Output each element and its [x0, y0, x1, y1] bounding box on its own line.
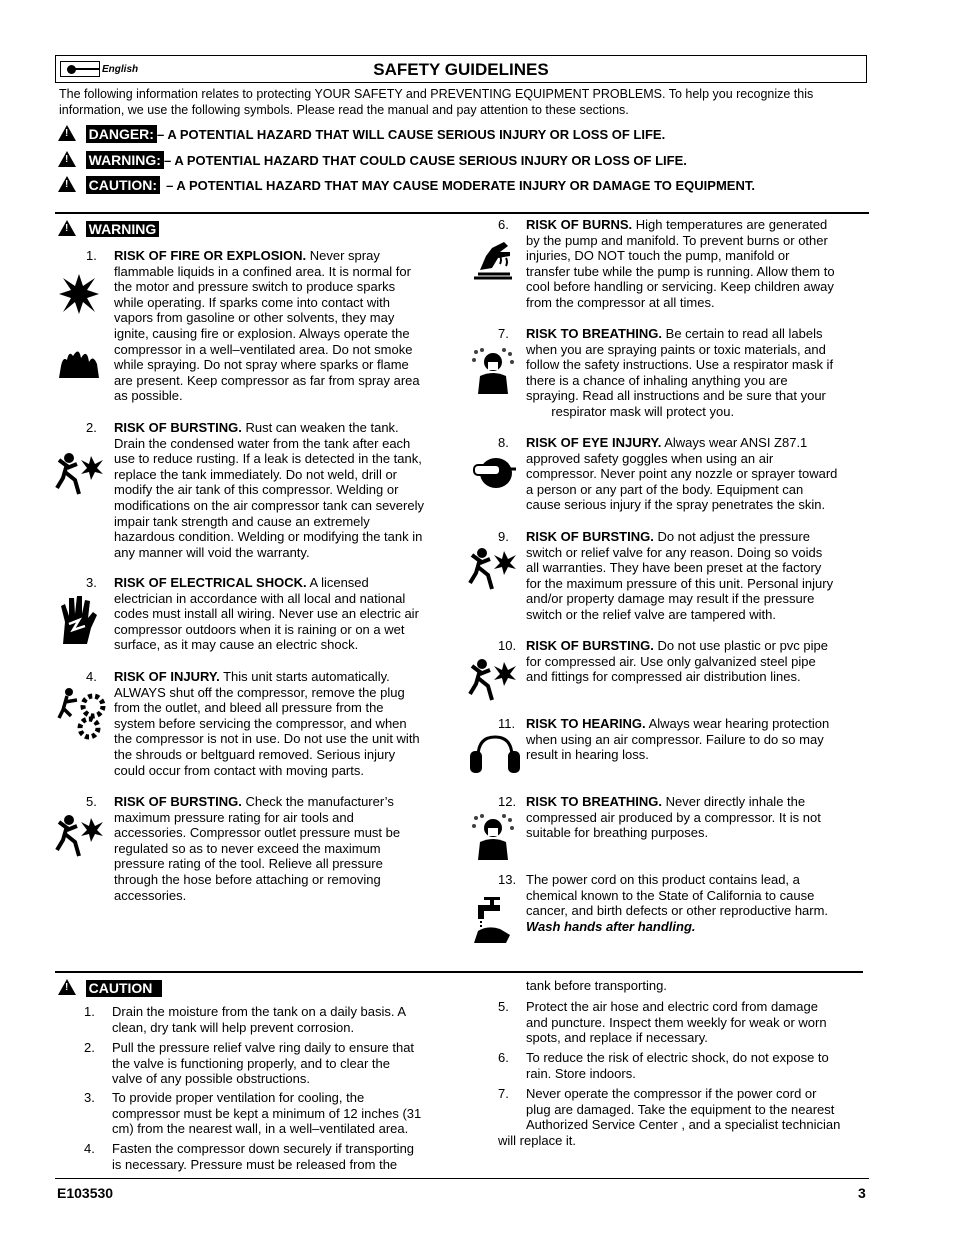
item-body: High temperatures are generated by the pump and manifold. To prevent burns or other injuries, DO NOT touch the pump, manifold or transfer tube while the pump is running. Allow them to cool before handling or servicing. Keep children away from the compressor at all times. [526, 217, 835, 310]
item-text [114, 420, 424, 560]
danger-tag: DANGER: [86, 125, 157, 143]
item-number: 1. [84, 1004, 95, 1019]
item-text: tank before transporting. [526, 978, 667, 993]
document-number: E103530 [57, 1185, 114, 1201]
bursting-hazard-icon [468, 656, 518, 702]
respirator-icon [470, 812, 516, 862]
item-text [526, 529, 833, 623]
item-text [114, 794, 400, 903]
item-text [526, 217, 835, 311]
item-body: Always wear ANSI Z87.1 approved safety goggles when using an air compressor. Never point any nozzle or sprayer toward a person or any part of the body. Equipment can cause serious injury if the spray penetrates the skin. [526, 435, 838, 513]
page-number: 3 [858, 1185, 866, 1201]
item-number: 2. [86, 420, 97, 435]
item-number: 3. [86, 575, 97, 590]
item-text: Protect the air hose and electric cord from damage and puncture. Inspect them weekly for weak or worn spots, and replace if necessary. [526, 999, 827, 1046]
divider [55, 971, 863, 973]
warning-triangle-icon [58, 125, 76, 141]
explosion-icon [57, 272, 101, 316]
item-heading: RISK OF BURNS. [526, 217, 633, 232]
item-text: Fasten the compressor down securely if transporting is necessary. Pressure must be released from the [112, 1141, 415, 1172]
hearing-protection-icon [468, 735, 522, 777]
page-footer [55, 1178, 869, 1179]
item-number: 6. [498, 1050, 509, 1065]
page-title: SAFETY GUIDELINES [373, 60, 549, 79]
warning-triangle-icon [58, 220, 76, 236]
warning-text: – A POTENTIAL HAZARD THAT COULD CAUSE SERIOUS INJURY OR LOSS OF LIFE. [163, 153, 687, 168]
item-number: 7. [498, 1086, 509, 1101]
danger-text: – A POTENTIAL HAZARD THAT WILL CAUSE SERIOUS INJURY OR LOSS OF LIFE. [156, 127, 666, 142]
item-text: Pull the pressure relief valve ring daily to ensure that the valve is functioning properly, and to clear the valve of any possible obstructions. [112, 1040, 415, 1087]
item-body: The power cord on this product contains lead, a chemical known to the State of California to cause cancer, and birth defects or other reproductive harm. Wash hands after handling. [526, 872, 829, 934]
warning-triangle-icon [58, 176, 76, 192]
item-heading: RISK OF FIRE OR EXPLOSION. [114, 248, 307, 263]
item-text: To reduce the risk of electric shock, do not expose to rain. Store indoors. [526, 1050, 829, 1081]
item-text [114, 575, 419, 653]
item-body: Do not use plastic or pvc pipe for compressed air. Use only galvanized steel pipe and fittings for compressed air distribution lines. [526, 638, 828, 685]
electric-shock-icon [55, 592, 101, 646]
item-text [526, 794, 821, 841]
item-text: will replace it. [498, 1133, 577, 1148]
moving-parts-icon [57, 686, 107, 740]
warning-triangle-icon [58, 151, 76, 167]
item-text [526, 638, 828, 685]
caution-text: – A POTENTIAL HAZARD THAT MAY CAUSE MODERATE INJURY OR DAMAGE TO EQUIPMENT. [166, 178, 755, 193]
respirator-icon [470, 346, 516, 396]
warning-tag: WARNING: [86, 151, 164, 169]
item-text: Never operate the compressor if the power cord or plug are damaged. Take the equipment to the nearest Authorized Service Center , and a specialist technician [526, 1086, 841, 1133]
bursting-hazard-icon [55, 450, 105, 496]
danger-definition [58, 125, 665, 145]
item-number: 1. [86, 248, 97, 263]
item-number: 4. [84, 1141, 95, 1156]
item-heading: RISK OF BURSTING. [114, 794, 242, 809]
caution-item-7-continued [498, 1133, 868, 1149]
warning-section-header [58, 220, 159, 238]
fire-icon [57, 344, 101, 380]
item-text [526, 435, 837, 513]
item-text [526, 716, 829, 763]
caution-tag: CAUTION: [86, 176, 160, 194]
warning-definition [58, 151, 687, 171]
section-header [55, 55, 867, 83]
item-heading: RISK TO BREATHING. [526, 794, 663, 809]
item-text [114, 669, 420, 778]
item-heading: RISK OF ELECTRICAL SHOCK. [114, 575, 307, 590]
item-number: 8. [498, 435, 509, 450]
item-text: Drain the moisture from the tank on a daily basis. A clean, dry tank will help prevent corrosion. [112, 1004, 407, 1035]
caution-definition [58, 176, 755, 196]
item-text: To provide proper ventilation for cooling, the compressor must be kept a minimum of 12 inches (31 cm) from the nearest wall, in a well–ventilated area. [112, 1090, 422, 1137]
item-number: 10. [498, 638, 517, 653]
intro-text: The following information relates to protecting YOUR SAFETY and PREVENTING EQUIPMENT PROBLEMS. To help you recognize this information, we use the following symbols. Please read the manual and pay attention to these sections. [59, 87, 814, 117]
item-number: 4. [86, 669, 97, 684]
item-heading: RISK OF INJURY. [114, 669, 220, 684]
wash-hands-icon [470, 895, 520, 945]
item-body: Always wear hearing protection when using an air compressor. Failure to do so may result in hearing loss. [526, 716, 830, 763]
item-body: Do not adjust the pressure switch or relief valve for any reason. Doing so voids all warranties. They have been preset at the factory for the maximum pressure of this unit. Personal injury and/or property damage may result if the pressure switch or the relief valve are tampered with. [526, 529, 834, 622]
item-body: This unit starts automatically. ALWAYS shut off the compressor, remove the plug from the outlet, and bleed all pressure from the system before servicing the compressor, and when the compressor is not in use. Do not use the unit with the shrouds or beltguard removed. Serious injury could occur from contact with moving parts. [114, 669, 420, 778]
item-number: 11. [498, 716, 516, 731]
item-heading: RISK TO HEARING. [526, 716, 646, 731]
item-number: 12. [498, 794, 517, 809]
divider [55, 212, 869, 214]
item-number: 6. [498, 217, 509, 232]
item-number: 13. [498, 872, 517, 887]
bursting-hazard-icon [55, 812, 105, 858]
item-body: Check the manufacturer’s maximum pressure rating for air tools and accessories. Compressor outlet pressure must be regulated so as to never exceed the maximum pressure rating of the tool. Relieve all pressure through the hose before attaching or removing accessories. [114, 794, 401, 903]
item-text [526, 326, 833, 420]
item-heading: RISK TO BREATHING. [526, 326, 663, 341]
warning-triangle-icon [58, 979, 76, 995]
item-number: 9. [498, 529, 509, 544]
item-number: 5. [498, 999, 509, 1014]
item-number: 5. [86, 794, 97, 809]
item-text [114, 248, 420, 404]
caution-section-header [58, 979, 162, 997]
language-label: English [102, 64, 139, 75]
item-body: Never spray flammable liquids in a confined area. It is normal for the motor and pressure switch to produce sparks while operating. If sparks come into contact with vapors from gasoline or other solvents, they may ignite, causing fire or explosion. Always operate the compressor in a well–ventilated area. Do not smoke while spraying. Do not spray where sparks or flame are present. Keep compressor as far from spray area as possible. [114, 248, 420, 404]
item-heading: RISK OF BURSTING. [114, 420, 242, 435]
item-body: Be certain to read all labels when you are spraying paints or toxic materials, and follow the safety instructions. Use a respirator mask if there is a chance of inhaling anything you are spraying. Read all instructions and be sure that your respirator mask will protect you. [526, 326, 834, 419]
item-heading: RISK OF BURSTING. [526, 638, 654, 653]
bursting-hazard-icon [468, 545, 518, 591]
item-number: 3. [84, 1090, 95, 1105]
safety-goggles-icon [470, 455, 518, 491]
item-number: 2. [84, 1040, 95, 1055]
hot-surface-icon [470, 234, 516, 280]
item-heading: RISK OF EYE INJURY. [526, 435, 662, 450]
item-number: 7. [498, 326, 509, 341]
wash-hands-note: Wash hands after handling. [526, 918, 696, 934]
caution-section-label: CAUTION [86, 980, 163, 997]
item-body: Rust can weaken the tank. Drain the condensed water from the tank after each use to reduce rusting. If a leak is detected in the tank, replace the tank immediately. Do not weld, drill or modify the air tank of this compressor. Welding or modifications on the air compressor tank can severely impair tank strength and cause an extremely hazardous condition. Welding or modifying the tank in any manner will void the warranty. [114, 420, 424, 560]
item-body: Never directly inhale the compressed air produced by a compressor. It is not suitable for breathing purposes. [526, 794, 821, 841]
item-heading: RISK OF BURSTING. [526, 529, 654, 544]
item-body: A licensed electrician in accordance with all local and national codes must install all wiring. Never use an electric air compressor outdoors when it is raining or on a wet surface, as it may cause an electric shock. [114, 575, 419, 653]
warning-section-label: WARNING [86, 221, 160, 237]
item-text [526, 872, 828, 934]
